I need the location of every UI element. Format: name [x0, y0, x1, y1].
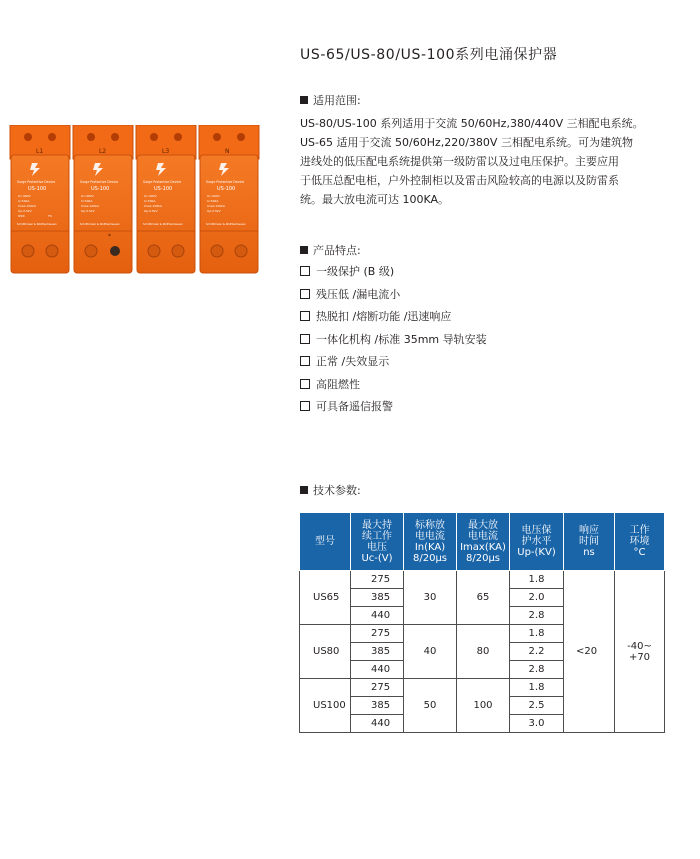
checkbox-square-icon: [300, 356, 310, 366]
header-up: 电压保 护水平 Up-(KV): [510, 513, 564, 571]
header-uc: 最大持 续工作 电压 Uc-(V): [351, 513, 404, 571]
model-cell: US100: [300, 679, 351, 733]
module-spec: Uc:440V: [81, 194, 94, 198]
module-spec: In:50kA: [81, 199, 93, 203]
checkbox-square-icon: [300, 289, 310, 299]
module-spec: Uc:440V: [18, 194, 31, 198]
module-model: US-100: [91, 186, 110, 192]
response-cell: <20: [564, 571, 615, 733]
feature-list: [300, 264, 487, 422]
checkbox-square-icon: [300, 266, 310, 276]
list-item: 高阻燃性: [300, 377, 487, 400]
phase-label: N: [225, 148, 230, 155]
voltage-cell: 385: [351, 643, 404, 661]
module-spec: Imax:100kA: [81, 204, 99, 208]
square-bullet-icon: [300, 246, 308, 254]
voltage-cell: 275: [351, 571, 404, 589]
list-item: 正常 /失效显示: [300, 354, 487, 377]
header-env: 工作 环境 °C: [615, 513, 665, 571]
module-title: Surge Protective Device: [206, 180, 245, 184]
checkbox-square-icon: [300, 379, 310, 389]
up-cell: 2.8: [510, 607, 564, 625]
module-footer: Schrittmeier & Wolfdenhausen: [143, 223, 183, 226]
tech-heading: 技术参数:: [300, 482, 361, 498]
table-row: [300, 571, 665, 589]
square-bullet-icon: [300, 96, 308, 104]
voltage-cell: 440: [351, 661, 404, 679]
header-response: 响应 时间 ns: [564, 513, 615, 571]
product-image: [8, 125, 264, 277]
header-model: 型号: [300, 513, 351, 571]
checkbox-square-icon: [300, 311, 310, 321]
module-title: Surge Protective Device: [143, 180, 182, 184]
list-item: 可具备遥信报警: [300, 399, 487, 422]
module-title: Surge Protective Device: [17, 180, 56, 184]
module-spec: In:50kA: [144, 199, 156, 203]
module-model: US-100: [217, 186, 236, 192]
module-spec: Up:2.5kV: [18, 209, 32, 213]
checkbox-square-icon: [300, 401, 310, 411]
module-spec: Up:2.5kV: [207, 209, 221, 213]
module-model: US-100: [28, 186, 47, 192]
module-model: US-100: [154, 186, 173, 192]
module-footer: Schrittmeier & Wolfdenhausen: [80, 223, 120, 226]
module-spec: Imax:100kA: [207, 204, 225, 208]
module-spec: In:50kA: [18, 199, 30, 203]
phase-label: L2: [99, 148, 107, 155]
list-item: 一体化机构 /标准 35mm 导轨安装: [300, 332, 487, 355]
module-footer: Schrittmeier & Wolfdenhausen: [17, 223, 57, 226]
application-text: US-80/US-100 系列适用于交流 50/60Hz,380/440V 三相配电系统。 US-65 适用于交流 50/60Hz,220/380V 三相配电系统。可为建筑物 进线处的低压配电系统提供第一级防雷以及过电压保护。主要应用 于低压总配电柜，户外控制柜以及雷击风险较高的电源以及防雷系 统。最大放电流可达 100KA。: [300, 117, 644, 206]
imax-cell: 80: [457, 625, 510, 679]
header-in: 标称放 电电流 In(KA) 8/20μs: [404, 513, 457, 571]
module-spec: Uc:440V: [207, 194, 220, 198]
checkbox-square-icon: [300, 334, 310, 344]
up-cell: 2.5: [510, 697, 564, 715]
module-spec: TS: [48, 214, 52, 218]
header-imax: 最大放 电电流 Imax(KA) 8/20μs: [457, 513, 510, 571]
list-item: 残压低 /漏电流小: [300, 287, 487, 310]
phase-label: L3: [162, 148, 170, 155]
application-heading: 适用范围:: [300, 92, 361, 108]
imax-cell: 100: [457, 679, 510, 733]
model-cell: US80: [300, 625, 351, 679]
module-spec: Uc:440V: [144, 194, 157, 198]
module-spec: Imax:100kA: [18, 204, 36, 208]
voltage-cell: 385: [351, 697, 404, 715]
module-spec: IP20: [18, 214, 25, 218]
spec-table: [299, 512, 665, 733]
module-spec: Imax:100kA: [144, 204, 162, 208]
up-cell: 2.2: [510, 643, 564, 661]
voltage-cell: 275: [351, 679, 404, 697]
in-cell: 50: [404, 679, 457, 733]
up-cell: 2.8: [510, 661, 564, 679]
imax-cell: 65: [457, 571, 510, 625]
features-heading: 产品特点:: [300, 242, 361, 258]
in-cell: 30: [404, 571, 457, 625]
voltage-cell: 440: [351, 607, 404, 625]
module-title: Surge Protective Device: [80, 180, 119, 184]
page-title: US-65/US-80/US-100系列电涌保护器: [300, 47, 558, 63]
module-footer: Schrittmeier & Wolfdenhausen: [206, 223, 246, 226]
module-spec: In:50kA: [207, 199, 219, 203]
svg-text:*: *: [108, 233, 111, 240]
env-cell: -40~ +70: [615, 571, 665, 733]
square-bullet-icon: [300, 486, 308, 494]
up-cell: 3.0: [510, 715, 564, 733]
voltage-cell: 385: [351, 589, 404, 607]
list-item: 一级保护 (B 级): [300, 264, 487, 287]
list-item: 热脱扣 /熔断功能 /迅速响应: [300, 309, 487, 332]
phase-label: L1: [36, 148, 44, 155]
voltage-cell: 275: [351, 625, 404, 643]
in-cell: 40: [404, 625, 457, 679]
up-cell: 2.0: [510, 589, 564, 607]
model-cell: US65: [300, 571, 351, 625]
module-spec: Up:2.5kV: [144, 209, 158, 213]
up-cell: 1.8: [510, 625, 564, 643]
module-spec: Up:2.5kV: [81, 209, 95, 213]
up-cell: 1.8: [510, 679, 564, 697]
voltage-cell: 440: [351, 715, 404, 733]
up-cell: 1.8: [510, 571, 564, 589]
